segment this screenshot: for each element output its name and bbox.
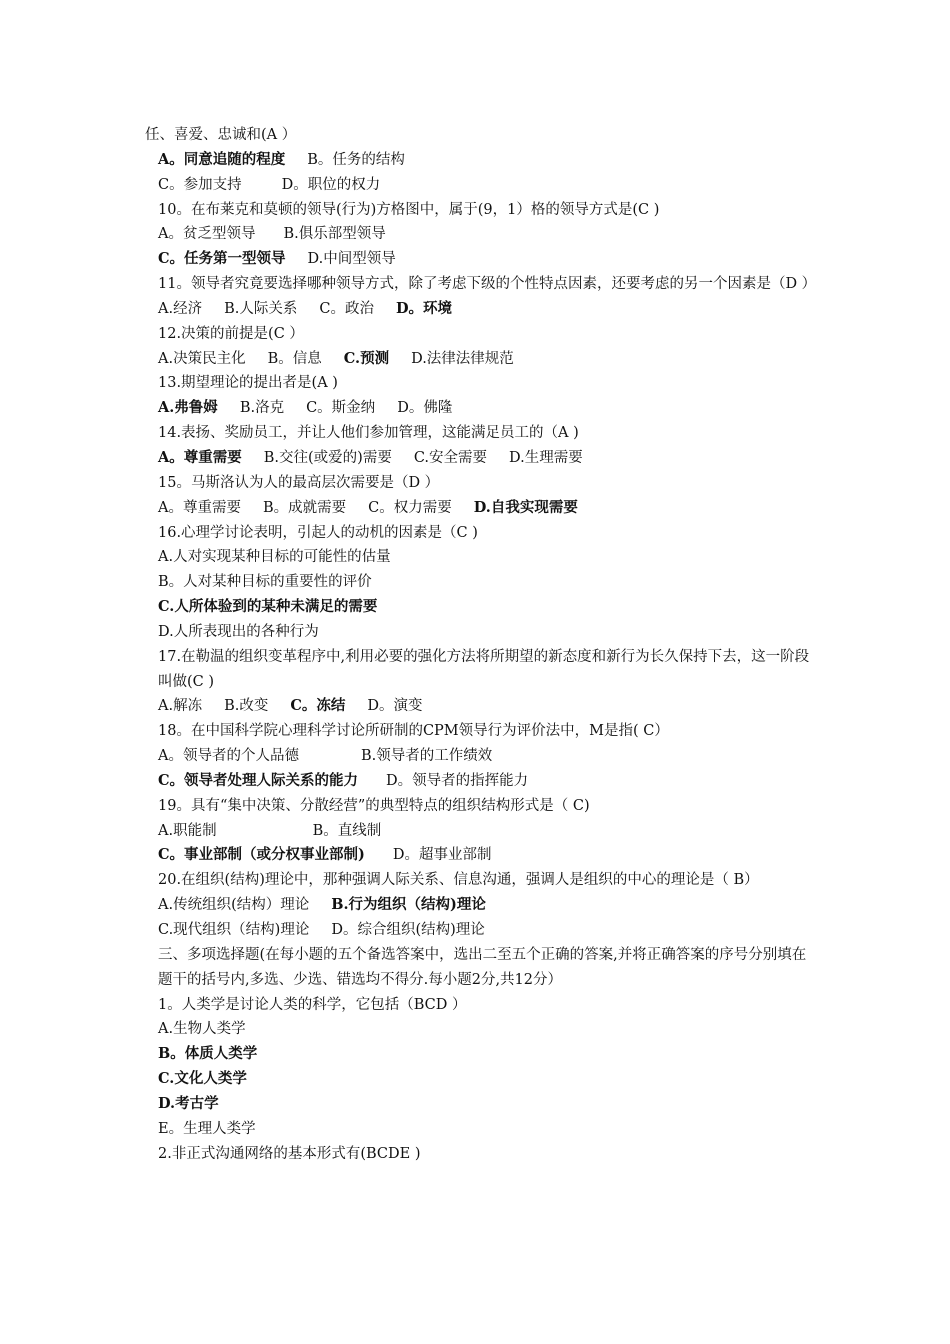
options-line (145, 694, 810, 719)
option-c: C.人所体验到的某种未满足的需要 (158, 598, 378, 616)
option-c: C。冻结 (290, 697, 346, 715)
option-b: B.行为组织（结构)理论 (331, 896, 486, 914)
options-line (145, 744, 810, 769)
option-c: C。任务第一型领导 (158, 250, 286, 268)
option-b: B。信息 (267, 350, 322, 367)
question-15: 15。马斯洛认为人的最高层次需要是（D ） (158, 474, 440, 491)
option-c: C。政治 (319, 300, 374, 317)
option-d: D。职位的权力 (281, 176, 381, 193)
question-11: 11。领导者究竟要选择哪种领导方式，除了考虑下级的个性特点因素，还要考虑的另一个因素是（D ） (158, 276, 817, 293)
option-a: A.决策民主化 (158, 350, 246, 367)
option-a: A。领导者的个人品德 (158, 748, 299, 765)
option-a: A。同意追随的程度 (158, 150, 286, 168)
options-line (145, 222, 810, 247)
question-20: 20.在组织(结构)理论中，那种强调人际关系、信息沟通，强调人是组织的中心的理论是（ B） (158, 872, 759, 889)
option-b: B.交往(或爱的)需要 (263, 449, 392, 466)
option-d: D.自我实现需要 (473, 498, 578, 516)
option-e: E。生理人类学 (158, 1120, 256, 1137)
option-d: D。佛隆 (397, 400, 453, 417)
option-c: C.现代组织（结构)理论 (158, 922, 310, 938)
options-line (145, 148, 810, 173)
question-13: 13.期望理论的提出者是(A ) (158, 375, 338, 392)
options-line (145, 347, 810, 372)
option-d: D。演变 (367, 698, 423, 715)
option-a: A.弗鲁姆 (158, 399, 218, 417)
question-12: 12.决策的前提是(C ） (158, 325, 304, 342)
option-d: D.法律法律规范 (411, 350, 514, 367)
option-c: C。斯金纳 (306, 400, 376, 417)
option-c: C。领导者处理人际关系的能力 (158, 771, 359, 789)
option-d: D。超事业部制 (392, 847, 492, 864)
option-a: A.传统组织(结构）理论 (158, 897, 310, 914)
option-b: B.改变 (224, 698, 269, 715)
option-d: D.生理需要 (509, 449, 583, 466)
option-a: A.生物人类学 (158, 1021, 246, 1038)
options-line (145, 769, 810, 794)
options-line (145, 446, 810, 471)
question-18: 18。在中国科学院心理科学讨论所研制的CPM领导行为评价法中，M是指( C） (158, 723, 669, 740)
option-c: C.安全需要 (413, 449, 488, 466)
options-line (145, 918, 810, 943)
document-body (145, 123, 817, 1166)
option-a: A。尊重需要 (158, 448, 242, 466)
question-19: 19。具有“集中决策、分散经营”的典型特点的组织结构形式是（ C) (158, 797, 590, 814)
option-d: D.中间型领导 (307, 251, 396, 268)
option-d: D。综合组织(结构)理论 (331, 922, 485, 938)
options-line (145, 297, 810, 322)
option-a: A。尊重需要 (158, 499, 241, 516)
option-d: D。领导者的指挥能力 (386, 772, 529, 789)
question-17: 17.在勒温的组织变革程序中,利用必要的强化方法将所期望的新态度和新行为长久保持下去，这一阶段叫做(C ) (158, 648, 810, 690)
question-14: 14.表扬、奖励员工，并让人他们参加管理，这能满足员工的（A ) (158, 425, 579, 442)
option-a: A.经济 (158, 300, 203, 317)
option-a: A。贫乏型领导 (158, 226, 256, 243)
options-line (145, 893, 810, 918)
options-line (145, 247, 810, 272)
option-b: B。成就需要 (262, 499, 347, 516)
option-d: D.人所表现出的各种行为 (158, 623, 319, 640)
question-16: 16.心理学讨论表明，引起人的动机的因素是（C ) (158, 524, 478, 541)
options-line (145, 843, 810, 868)
options-line (145, 396, 810, 421)
option-b: B。直线制 (312, 822, 382, 839)
options-line (145, 173, 810, 198)
section-3-heading: 三、多项选择题(在每小题的五个备选答案中，选出二至五个正确的答案,并将正确答案的序号分别填在题干的括号内,多选、少选、错选均不得分.每小题2分,共12分） (158, 946, 807, 988)
option-b: B。任务的结构 (307, 151, 405, 168)
option-c: C。参加支持 (158, 176, 242, 193)
option-b: B。体质人类学 (158, 1045, 258, 1063)
multi-question-2: 2.非正式沟通网络的基本形式有(BCDE ) (158, 1145, 421, 1162)
option-d: D。环境 (395, 299, 453, 317)
options-line (145, 496, 810, 521)
option-c: C.文化人类学 (158, 1070, 247, 1088)
option-b: B。人对某种目标的重要性的评价 (158, 574, 372, 591)
option-c: C.预测 (343, 349, 390, 367)
option-b: B.领导者的工作绩效 (360, 748, 493, 765)
text-line: 任、喜爱、忠诚和(A ） (145, 127, 297, 143)
option-b: B.人际关系 (224, 300, 298, 317)
option-b: B.洛克 (239, 400, 285, 417)
option-a: A.人对实现某种目标的可能性的估量 (158, 549, 391, 566)
option-b: B.俱乐部型领导 (283, 226, 386, 243)
option-c: C。事业部制（或分权事业部制) (158, 846, 365, 864)
option-d: D.考古学 (158, 1094, 219, 1112)
options-line (145, 819, 810, 844)
question-10: 10。在布莱克和莫顿的领导(行为)方格图中，属于(9，1）格的领导方式是(C ) (158, 201, 660, 218)
option-a: A.职能制 (158, 822, 217, 839)
option-c: C。权力需要 (368, 499, 452, 516)
option-a: A.解冻 (158, 698, 203, 715)
multi-question-1: 1。人类学是讨论人类的科学，它包括（BCD ） (158, 996, 467, 1013)
